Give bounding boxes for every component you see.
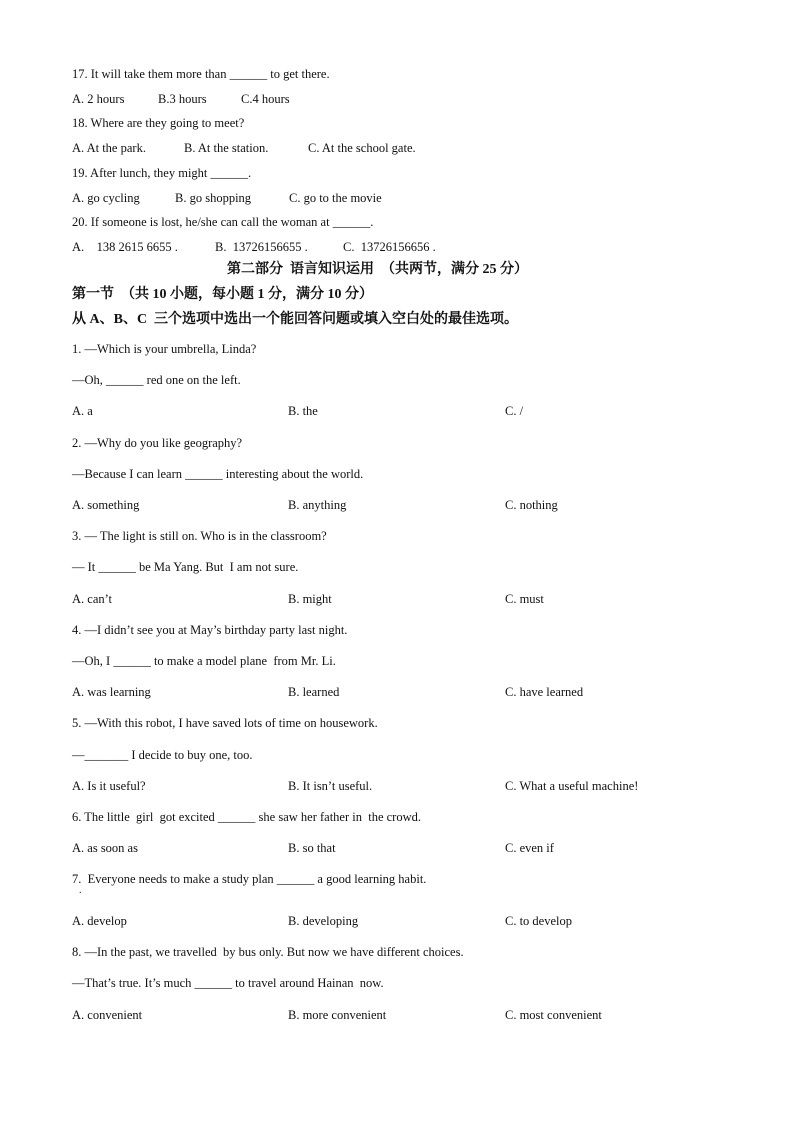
question-20-option-b: B. 13726156655 . bbox=[215, 240, 308, 254]
question-4-option-a: A. was learning bbox=[72, 685, 151, 699]
question-2-option-c: C. nothing bbox=[505, 498, 558, 512]
question-1-line-1: 1. —Which is your umbrella, Linda? bbox=[72, 342, 257, 356]
question-3-option-a: A. can’t bbox=[72, 592, 113, 606]
question-5-line-1: 5. —With this robot, I have saved lots of time on housework. bbox=[72, 716, 378, 730]
question-19-option-b: B. go shopping bbox=[175, 191, 252, 205]
question-18-option-c: C. At the school gate. bbox=[308, 141, 416, 155]
question-6-option-b: B. so that bbox=[288, 841, 336, 855]
question-18-option-b: B. At the station. bbox=[184, 141, 269, 155]
question-1-option-a: A. a bbox=[72, 404, 93, 418]
question-3-option-c: C. must bbox=[505, 592, 544, 606]
question-5-option-a: A. Is it useful? bbox=[72, 779, 146, 793]
question-6-line-1: 6. The little girl got excited ______ she saw her father in the crowd. bbox=[72, 810, 421, 824]
question-20-stem: 20. If someone is lost, he/she can call the woman at ______. bbox=[72, 215, 374, 229]
question-1-option-c: C. / bbox=[505, 404, 524, 418]
question-2-option-a: A. something bbox=[72, 498, 140, 512]
question-4-line-1: 4. —I didn’t see you at May’s birthday party last night. bbox=[72, 623, 348, 637]
question-4-option-b: B. learned bbox=[288, 685, 340, 699]
question-17-option-c: C.4 hours bbox=[241, 92, 290, 106]
question-2-option-b: B. anything bbox=[288, 498, 347, 512]
question-7-option-c: C. to develop bbox=[505, 914, 573, 928]
question-2-line-2: —Because I can learn ______ interesting about the world. bbox=[72, 467, 364, 481]
question-3-line-1: 3. — The light is still on. Who is in the classroom? bbox=[72, 529, 327, 543]
question-8-option-b: B. more convenient bbox=[288, 1008, 387, 1022]
question-3-option-b: B. might bbox=[288, 592, 332, 606]
question-2-line-1: 2. —Why do you like geography? bbox=[72, 436, 243, 450]
question-19-option-a: A. go cycling bbox=[72, 191, 140, 205]
question-1-option-b: B. the bbox=[288, 404, 318, 418]
question-7-option-b: B. developing bbox=[288, 914, 359, 928]
question-6-option-c: C. even if bbox=[505, 841, 554, 855]
question-19-stem: 19. After lunch, they might ______. bbox=[72, 166, 252, 180]
question-8-option-a: A. convenient bbox=[72, 1008, 143, 1022]
question-20-option-a: A. 138 2615 6655 . bbox=[72, 240, 178, 254]
question-17-option-b: B.3 hours bbox=[158, 92, 207, 106]
question-19-option-c: C. go to the movie bbox=[289, 191, 382, 205]
question-4-option-c: C. have learned bbox=[505, 685, 584, 699]
question-6-option-a: A. as soon as bbox=[72, 841, 138, 855]
question-18-stem: 18. Where are they going to meet? bbox=[72, 116, 245, 130]
question-8-option-c: C. most convenient bbox=[505, 1008, 602, 1022]
question-3-line-2: — It ______ be Ma Yang. But I am not sure. bbox=[72, 560, 299, 574]
question-5-line-2: —_______ I decide to buy one, too. bbox=[72, 748, 253, 762]
section-1-title: 第一节 （共 10 小题，每小题 1 分，满分 10 分） bbox=[72, 287, 373, 302]
question-4-line-2: —Oh, I ______ to make a model plane from Mr. Li. bbox=[72, 654, 336, 668]
question-7-line-1: 7. Everyone needs to make a study plan ______ a good learning habit. bbox=[72, 872, 427, 886]
question-5-option-c: C. What a useful machine! bbox=[505, 779, 639, 793]
question-1-line-2: —Oh, ______ red one on the left. bbox=[72, 373, 241, 387]
question-8-line-2: —That’s true. It’s much ______ to travel around Hainan now. bbox=[72, 976, 384, 990]
question-17-option-a: A. 2 hours bbox=[72, 92, 125, 106]
part-2-title: 第二部分 语言知识运用 （共两节，满分 25 分） bbox=[227, 262, 528, 277]
stray-dot-mark: . bbox=[79, 885, 82, 896]
question-5-option-b: B. It isn’t useful. bbox=[288, 779, 373, 793]
question-20-option-c: C. 13726156656 . bbox=[343, 240, 436, 254]
question-18-option-a: A. At the park. bbox=[72, 141, 146, 155]
section-instruction: 从 A、B、C 三个选项中选出一个能回答问题或填入空白处的最佳选项。 bbox=[72, 312, 519, 327]
question-7-option-a: A. develop bbox=[72, 914, 127, 928]
question-8-line-1: 8. —In the past, we travelled by bus only. But now we have different choices. bbox=[72, 945, 464, 959]
question-17-stem: 17. It will take them more than ______ to get there. bbox=[72, 67, 330, 81]
